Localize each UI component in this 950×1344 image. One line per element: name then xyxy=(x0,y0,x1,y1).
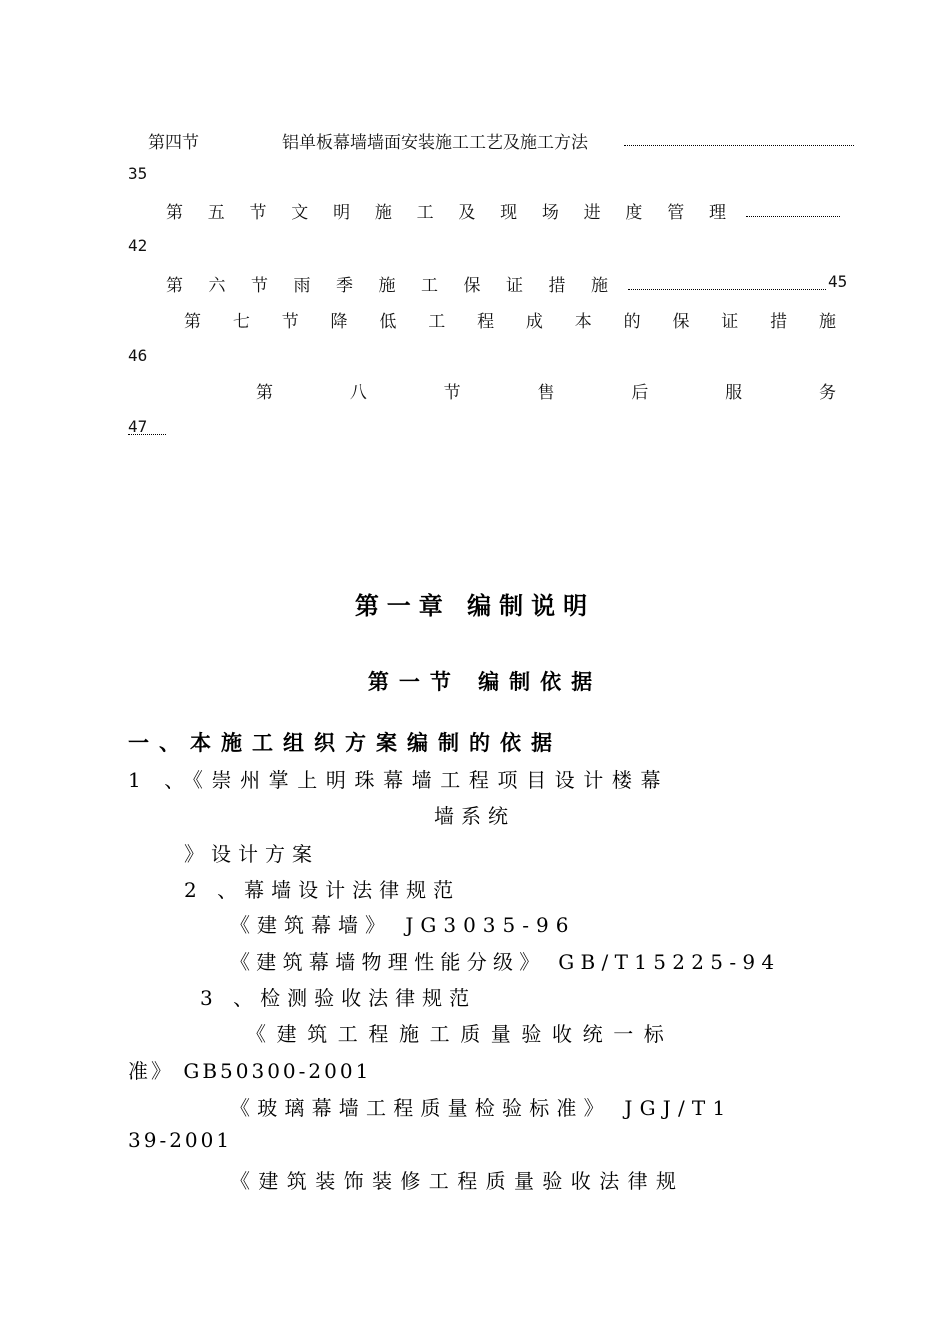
toc-s7-char: 降 xyxy=(330,312,348,332)
toc-s5-title xyxy=(166,198,726,223)
toc-s7-char: 七 xyxy=(232,312,250,332)
toc-s5-char: 进 xyxy=(583,203,601,223)
toc-s5-char: 及 xyxy=(458,203,476,223)
toc-s7-char: 低 xyxy=(379,312,397,332)
toc-s5-char: 管 xyxy=(667,203,685,223)
standard-1: 《建筑幕墙》 JG3035-96 xyxy=(230,913,576,937)
toc-s4-label: 第四节 xyxy=(148,133,199,153)
toc-s8-char: 务 xyxy=(818,383,836,403)
toc-s6-leader xyxy=(628,289,826,290)
toc-s7-char: 节 xyxy=(281,312,299,332)
toc-s6-char: 工 xyxy=(421,276,438,296)
toc-s8-title xyxy=(256,378,836,403)
toc-s6-char: 证 xyxy=(506,276,523,296)
toc-s7-char: 工 xyxy=(428,312,446,332)
toc-s5-char: 工 xyxy=(416,203,434,223)
basis-heading: 一、本施工组织方案编制的依据 xyxy=(128,731,562,755)
standard-3-line-1: 《建筑工程施工质量验收统一标 xyxy=(246,1022,675,1046)
toc-s8-char: 售 xyxy=(537,383,555,403)
toc-s5-char: 五 xyxy=(207,203,225,223)
toc-s7-char: 的 xyxy=(623,312,641,332)
toc-s7-char: 措 xyxy=(770,312,788,332)
toc-s5-char: 度 xyxy=(625,203,643,223)
toc-s6-char: 施 xyxy=(378,276,396,296)
item-3-line: 3 、检测验收法律规范 xyxy=(200,986,477,1010)
toc-s6-char: 施 xyxy=(591,276,608,296)
toc-s5-char: 文 xyxy=(291,203,309,223)
toc-s6-char: 季 xyxy=(336,276,353,296)
toc-s8-char: 节 xyxy=(443,383,461,403)
toc-s5-char: 节 xyxy=(249,203,267,223)
toc-s6-char: 雨 xyxy=(293,276,311,296)
toc-s6-char: 节 xyxy=(251,276,268,296)
toc-s7-page: 46 xyxy=(128,346,148,365)
toc-s4-title: 铝单板幕墙墙面安装施工工艺及施工方法 xyxy=(282,133,588,153)
standard-3-line-2: 准》 GB50300-2001 xyxy=(128,1059,372,1083)
toc-s5-char: 理 xyxy=(708,203,726,223)
standard-4-line-2: 39-2001 xyxy=(128,1128,233,1152)
toc-s8-leader xyxy=(128,434,166,435)
toc-s4-leader xyxy=(624,145,854,146)
toc-s5-leader xyxy=(746,216,840,217)
chapter-title: 第一章 编制说明 xyxy=(354,592,596,620)
toc-s7-char: 施 xyxy=(818,312,836,332)
toc-s6-char: 保 xyxy=(463,276,481,296)
toc-s7-title xyxy=(184,307,836,332)
toc-s8-char: 后 xyxy=(631,383,649,403)
toc-s8-char: 服 xyxy=(725,383,743,403)
item-2-line: 2 、幕墙设计法律规范 xyxy=(184,878,461,902)
item-1-line-3: 》设计方案 xyxy=(184,842,319,866)
toc-s5-char: 明 xyxy=(333,203,351,223)
item-1-line-2: 墙系统 xyxy=(434,804,515,828)
toc-s7-char: 成 xyxy=(525,312,543,332)
toc-s7-char: 程 xyxy=(477,312,495,332)
standard-5-line-1: 《建筑装饰装修工程质量验收法律规 xyxy=(230,1169,685,1193)
toc-s5-char: 现 xyxy=(500,203,518,223)
section-title: 第一节 编制依据 xyxy=(367,670,603,694)
toc-s4-page: 35 xyxy=(128,164,148,183)
standard-2: 《建筑幕墙物理性能分级》 GB/T15225-94 xyxy=(230,950,781,974)
toc-s7-char: 证 xyxy=(721,312,739,332)
toc-s6-char: 六 xyxy=(208,276,226,296)
toc-s6-char: 第 xyxy=(166,276,183,296)
item-1-line-1: 1 、《崇州掌上明珠幕墙工程项目设计楼幕 xyxy=(128,768,670,792)
toc-s5-page: 42 xyxy=(128,236,148,255)
toc-s6-char: 措 xyxy=(548,276,566,296)
toc-s8-char: 八 xyxy=(349,383,367,403)
standard-4-line-1: 《玻璃幕墙工程质量检验标准》 JGJ/T1 xyxy=(230,1096,733,1120)
toc-s7-char: 本 xyxy=(574,312,592,332)
toc-s5-char: 场 xyxy=(541,203,559,223)
toc-s7-char: 第 xyxy=(184,312,201,332)
toc-s5-char: 第 xyxy=(166,203,183,223)
toc-s6-title xyxy=(166,271,608,296)
toc-s6-page: 45 xyxy=(828,272,848,291)
toc-s8-char: 第 xyxy=(256,383,273,403)
toc-s5-char: 施 xyxy=(374,203,392,223)
toc-s8-page: 47 xyxy=(128,417,148,436)
toc-s7-char: 保 xyxy=(672,312,690,332)
